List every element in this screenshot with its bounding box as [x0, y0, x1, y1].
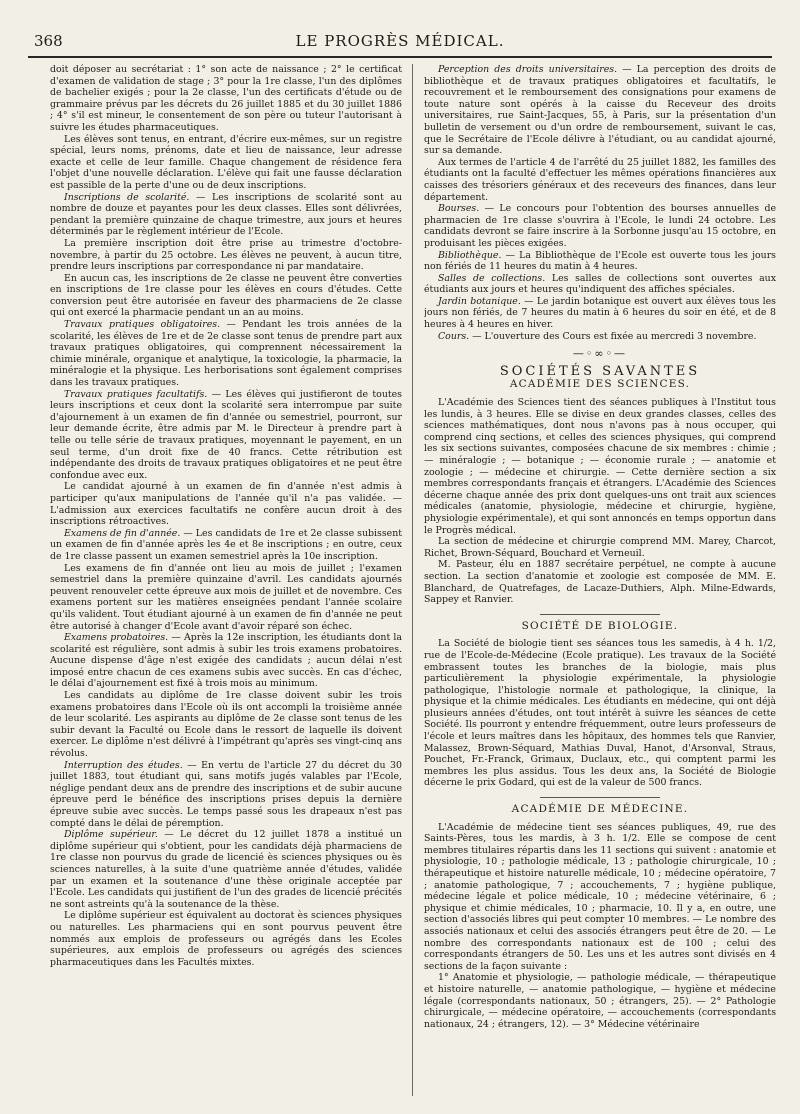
paragraph-text: — Le décret du 12 juillet 1878 a institué un diplôme supérieur qui s'obtient, pour les candidats déjà pharmaciens de 1re classe non pourvus du grade de licencié ès sciences physiques ou ès sciences naturelles, à la suite d'une quatrième année d'études, validée par un examen et la soutenance d'une thèse originale acceptée par l'Ecole. Les candidats qui justifient de l'un des grades de licencié précités ne sont astreints qu'à la soutenance de la thèse. [50, 829, 402, 910]
left-column [50, 64, 402, 1098]
paragraph-text: — La perception des droits de bibliothèque et de travaux pratiques obligatoires et facultatifs, le recouvrement et le remboursement des consignations pour examens de toute nature sont opérés à la caisse du Receveur des droits universitaires, rue Saint-Jacques, 55, à Paris, sur la présentation d'un bulletin de versement ou d'un ordre de remboursement, suivant le cas, que le Secrétaire de l'Ecole délivre à l'étudiant, ou au candidat ajourné, sur sa demande. [424, 64, 776, 157]
column-divider [412, 64, 413, 1096]
paragraph-text: — Le concours pour l'obtention des bourses annuelles de pharmacien de 1re classe s'ouvrira à l'Ecole, le lundi 24 octobre. Les candidats devront se faire inscrire à la Sorbonne jusqu'au 15 octobre, en produisant les pièces exigées. [424, 203, 776, 249]
paragraph [50, 481, 402, 527]
paragraph-text: — Les candidats de 1re et 2e classe subissent un examen de fin d'année après les 4e et 8e inscriptions ; en outre, ceux de 1re classe passent un examen semestriel après la 10e inscription. [50, 527, 402, 562]
separator-rule [540, 797, 660, 798]
paragraph-text: Les candidats au diplôme de 1re classe doivent subir les trois examens probatoires dans l'Ecole où ils ont accompli la troisième année de leur scolarité. Les aspirants au diplôme de 2e classe sont tenus de les subir devant la Faculté ou Ecole dans le ressort de laquelle ils doivent exercer. Le diplôme n'est délivré à l'impétrant qu'après ses vingt-cinq ans révolus. [50, 690, 402, 760]
paragraph-lead: Bourses. [438, 203, 480, 215]
paragraph [50, 134, 402, 192]
paragraph-lead: Travaux pratiques facultatifs. [64, 388, 208, 400]
paragraph [50, 238, 402, 273]
paragraph [50, 760, 402, 830]
paragraph-text: — La Bibliothèque de l'Ecole est ouverte tous les jours non fériés de 11 heures du matin à 4 heures. [424, 249, 776, 273]
paragraph-text: Les élèves sont tenus, en entrant, d'écrire eux-mêmes, sur un registre spécial, leurs noms, prénoms, date et lieu de naissance, leur adresse exacte et celle de leur famille. Chaque changement de résidence fera l'objet d'une nouvelle déclaration. L'élève qui fait une fausse déclaration est passible de la perte d'une ou de deux inscriptions. [50, 133, 402, 191]
paragraph: M. Pasteur, élu en 1887 secrétaire perpétuel, ne compte à aucune section. La section d'anatomie et zoologie est composée de MM. E. Blanchard, de Quatrefages, de Lacaze-Duthiers, Alph. Milne-Edwards, Sappey et Ranvier. [424, 559, 776, 606]
paragraph-lead: Travaux pratiques obligatoires. [64, 319, 221, 331]
paragraph [424, 157, 776, 203]
paragraph-text: — Pendant les trois années de la scolarité, les élèves de 1re et de 2e classe sont tenus de prendre part aux travaux pratiques obligatoires, qui comprennent nécessairement la chimie minérale, organique et analytique, la toxicologie, la pharmacie, la minéralogie et la physique. Les herborisations sont également comprises dans les travaux pratiques. [50, 319, 402, 389]
paragraph-text: — Après la 12e inscription, les étudiants dont la scolarité est régulière, sont admis à subir les trois examens probatoires. Aucune dispense d'âge n'est exigée des candidats ; aucun délai n'est imposé entre chacun de ces examens subis avec succès. En cas d'échec, le délai d'ajournement est fixé à trois mois au minimum. [50, 632, 402, 690]
academie-sciences-text [424, 397, 776, 606]
paragraph-lead: Examens probatoires. [64, 632, 169, 644]
paragraph-lead: Cours. [438, 330, 470, 342]
paragraph [50, 273, 402, 319]
paragraph-lead: Bibliothèque. [438, 249, 502, 261]
subsection-title-academie-sciences: ACADÉMIE DES SCIENCES. [509, 378, 691, 391]
paragraph-text: — Les inscriptions de scolarité sont au nombre de douze et payantes pour les deux classes. Elles sont délivrées, pendant la première quinzaine de chaque trimestre, aux jours et heures déterminés par le règlement intérieur de l'Ecole. [50, 191, 402, 238]
subsection-title-academie-medecine: ACADÉMIE DE MÉDECINE. [511, 803, 689, 816]
paragraph [424, 296, 776, 331]
paragraph [50, 319, 402, 389]
paragraph-text: En aucun cas, les inscriptions de 2e classe ne peuvent être converties en inscriptions de 1re classe pour les élèves en cours d'études. Cette conversion peut être autorisée en faveur des pharmaciens de 2e classe qui ont exercé la pharmacie pendant un an au moins. [50, 272, 402, 319]
paragraph [424, 203, 776, 249]
paragraph-lead: Perception des droits universitaires. [438, 64, 618, 75]
paragraph [50, 563, 402, 633]
paragraph [424, 64, 776, 157]
paragraph-lead: Diplôme supérieur. [64, 829, 158, 841]
paragraph [50, 910, 402, 968]
paragraph-lead: Examens de fin d'année. [64, 527, 181, 539]
paragraph [50, 632, 402, 690]
paragraph-text: Le candidat ajourné à un examen de fin d'année n'est admis à participer qu'aux manipulations de l'année qu'il n'a pas validée. — L'admission aux exercices facultatifs ne confère aucun droit à des inscriptions rétroactives. [50, 481, 402, 528]
paragraph: L'Académie de médecine tient ses séances publiques, 49, rue des Saints-Pères, tous les mardis, à 3 h. 1/2. Elle se compose de cent membres titulaires répartis dans les 11 sections qui suivent : anatomie et physiologie, 10 ; pathologie médicale, 13 ; pathologie chirurgicale, 10 ; thérapeutique et histoire naturelle médicale, 10 ; médecine opératoire, 7 ; anatomie pathologique, 7 ; accouchements, 7 ; hygiène publique, médecine légale et police médicale, 10 ; médecine vétérinaire, 6 ; physique et chimie médicales, 10 ; pharmacie, 10. Il y a, en outre, une section d'associés libres qui peut compter 10 membres. — Le nombre des associés nationaux et celui des associés étrangers peut être de 20. — Le nombre des correspondants nationaux est de 100 ; celui des correspondants étrangers de 50. Les uns et les autres sont divisés en 4 sections de la façon suivante : [424, 821, 776, 972]
ornament-divider: —◦∞◦— [572, 347, 628, 361]
academie-medecine-text [424, 822, 776, 1031]
paragraph: 1° Anatomie et physiologie, — pathologie médicale, — thérapeutique et histoire naturelle, — anatomie pathologique, — hygiène et médecine légale (correspondants nationaux, 50 ; étrangers, 25). — 2° Pathologie chirurgicale, — médecine opératoire, — accouchements (correspondants nationaux, 24 ; étrangers, 12). — 3° Médecine vétérinaire [424, 972, 776, 1030]
paragraph: La section de médecine et chirurgie comprend MM. Marey, Charcot, Richet, Brown-Séquard, Bouchard et Verneuil. [424, 536, 776, 559]
paragraph [424, 250, 776, 273]
paragraph-text: Les examens de fin d'année ont lieu au mois de juillet ; l'examen semestriel dans la première quinzaine d'avril. Les candidats ajournés peuvent renouveler cette épreuve aux mois de juillet et de novembre. Ces examens portent sur les matières enseignées pendant l'année scolaire qu'ils valident. Tout étudiant ajourné à un examen de fin d'année ne peut être autorisé à changer d'Ecole avant d'avoir réparé son échec. [50, 562, 402, 632]
paragraph-text: Aux termes de l'article 4 de l'arrêté du 25 juillet 1882, les familles des étudiants ont la faculté d'effectuer les mêmes opérations financières aux caisses des trésoriers généraux et des receveurs des finances, dans leur département. [424, 156, 776, 203]
paragraph [50, 690, 402, 760]
paragraph-lead: Interruption des études. [64, 759, 183, 771]
paragraph [50, 829, 402, 910]
paragraph [50, 64, 402, 134]
subsection-title-societe-biologie: SOCIÉTÉ DE BIOLOGIE. [521, 619, 679, 632]
separator-rule [540, 614, 660, 615]
societe-biologie-text [424, 638, 776, 789]
page-header [28, 26, 772, 58]
paragraph [424, 331, 776, 343]
paragraph-text: La première inscription doit être prise au trimestre d'octobre-novembre, à partir du 25 octobre. Les élèves ne peuvent, à aucun titre, prendre leurs inscriptions par correspondance ni par mandataire. [50, 237, 402, 273]
paragraph-lead: Jardin botanique. [438, 295, 521, 307]
section-title-societes: SOCIÉTÉS SAVANTES [499, 363, 701, 379]
paragraph-text: Le diplôme supérieur est équivalent au doctorat ès sciences physiques ou naturelles. Les pharmaciens qui en sont pourvus peuvent être nommés aux emplois de professeurs ou agrégés dans les Ecoles supérieures, aux emplois de professeurs ou agrégés des sciences pharmaceutiques dans les Facultés mixtes. [50, 910, 402, 968]
paragraph-text: Les salles de collections sont ouvertes aux étudiants aux jours et heures qu'indiquent des affiches spéciales. [424, 272, 776, 296]
paragraph: L'Académie des Sciences tient des séances publiques à l'Institut tous les lundis, à 3 heures. Elle se divise en deux grandes classes, celles des sciences mathématiques, dont nous n'avons pas à nous occuper, qui comprend cinq sections, et celles des sciences physiques, qui comprend les six sections suivantes, composées chacune de six membres : chimie ; — minéralogie ; — botanique ; — économie rurale ; — anatomie et zoologie ; — médecine et chirurgie. — Cette dernière section a six membres correspondants français et étrangers. L'Académie des Sciences décerne chaque année des prix dont quelques-uns ont trait aux sciences médicales (anatomie, physiologie, médecine et chirurgie, hygiène, physiologie expérimentale), et qui sont annoncés en temps opportun dans le Progrès médical. [424, 397, 776, 536]
paragraph [50, 389, 402, 482]
paragraph [424, 273, 776, 296]
paragraph [50, 192, 402, 238]
paragraph-lead: Salles de collections. [438, 272, 546, 284]
paragraph-text: — L'ouverture des Cours est fixée au mercredi 3 novembre. [469, 330, 757, 342]
page-number: 368 [34, 32, 63, 50]
paragraph-text: — Le jardin botanique est ouvert aux élèves tous les jours non fériés, de 7 heures du matin à 6 heures du soir en été, et de 8 heures à 4 heures en hiver. [424, 295, 776, 331]
paragraph-text: doit déposer au secrétariat : 1° son acte de naissance ; 2° le certificat d'examen de validation de stage ; 3° pour la 1re classe, l'un des diplômes de bachelier exigés ; pour la 2e classe, l'un des certificats d'étude ou de grammaire prévus par les décrets du 26 juillet 1885 et du 30 juillet 1886 ; 4° s'il est mineur, le consentement de son père ou tuteur l'autorisant à suivre les études pharmaceutiques. [50, 64, 402, 133]
right-column [424, 64, 776, 1098]
paragraph-text: — Les élèves qui justifieront de toutes leurs inscriptions et ceux dont la scolarité sera interrompue par suite d'ajournement à un examen de fin d'année ou semestriel, pourront, sur leur demande écrite, être admis par M. le Directeur à prendre part à telle ou telle série de travaux pratiques, moyennant le payement, en un seul terme, d'un droit fixe de 40 francs. Cette rétribution est indépendante des droits de travaux pratiques obligatoires et ne peut être confondue avec eux. [50, 388, 402, 481]
journal-title: LE PROGRÈS MÉDICAL. [295, 32, 505, 50]
paragraph [50, 528, 402, 563]
paragraph: La Société de biologie tient ses séances tous les samedis, à 4 h. 1/2, rue de l'Ecole-de-Médecine (Ecole pratique). Les travaux de la Société embrassent toutes les branches de la biologie, mais plus particulièrement la physiologie expérimentale, la physiologie pathologique, l'histologie normale et pathologique, la clinique, la physique et la chimie médicales. Les étudiants en médecine, qui ont déjà plusieurs années d'études, ont tout intérêt à suivre les séances de cette Société. Ils pourront y entendre fréquemment, outre leurs professeurs de l'école et leurs maîtres dans les hôpitaux, des hommes tels que Ranvier, Malassez, Brown-Séquard, Mathias Duval, Hanot, d'Arsonval, Straus, Pouchet, Fr.-Franck, Grimaux, Duclaux, etc., qui comptent parmi les membres les plus assidus. Tous les deux ans, la Société de Biologie décerne le prix Godard, qui est de la valeur de 500 francs. [424, 638, 776, 789]
university-info [424, 64, 776, 342]
paragraph-lead: Inscriptions de scolarité. [64, 191, 190, 203]
paragraph-text: — En vertu de l'article 27 du décret du 30 juillet 1883, tout étudiant qui, sans motifs jugés valables par l'Ecole, néglige pendant deux ans de prendre des inscriptions et de subir aucune épreuve perd le bénéfice des inscriptions prises depuis la dernière épreuve subie avec succès. Le temps passé sous les drapeaux n'est pas compté dans le délai de péremption. [50, 759, 402, 829]
